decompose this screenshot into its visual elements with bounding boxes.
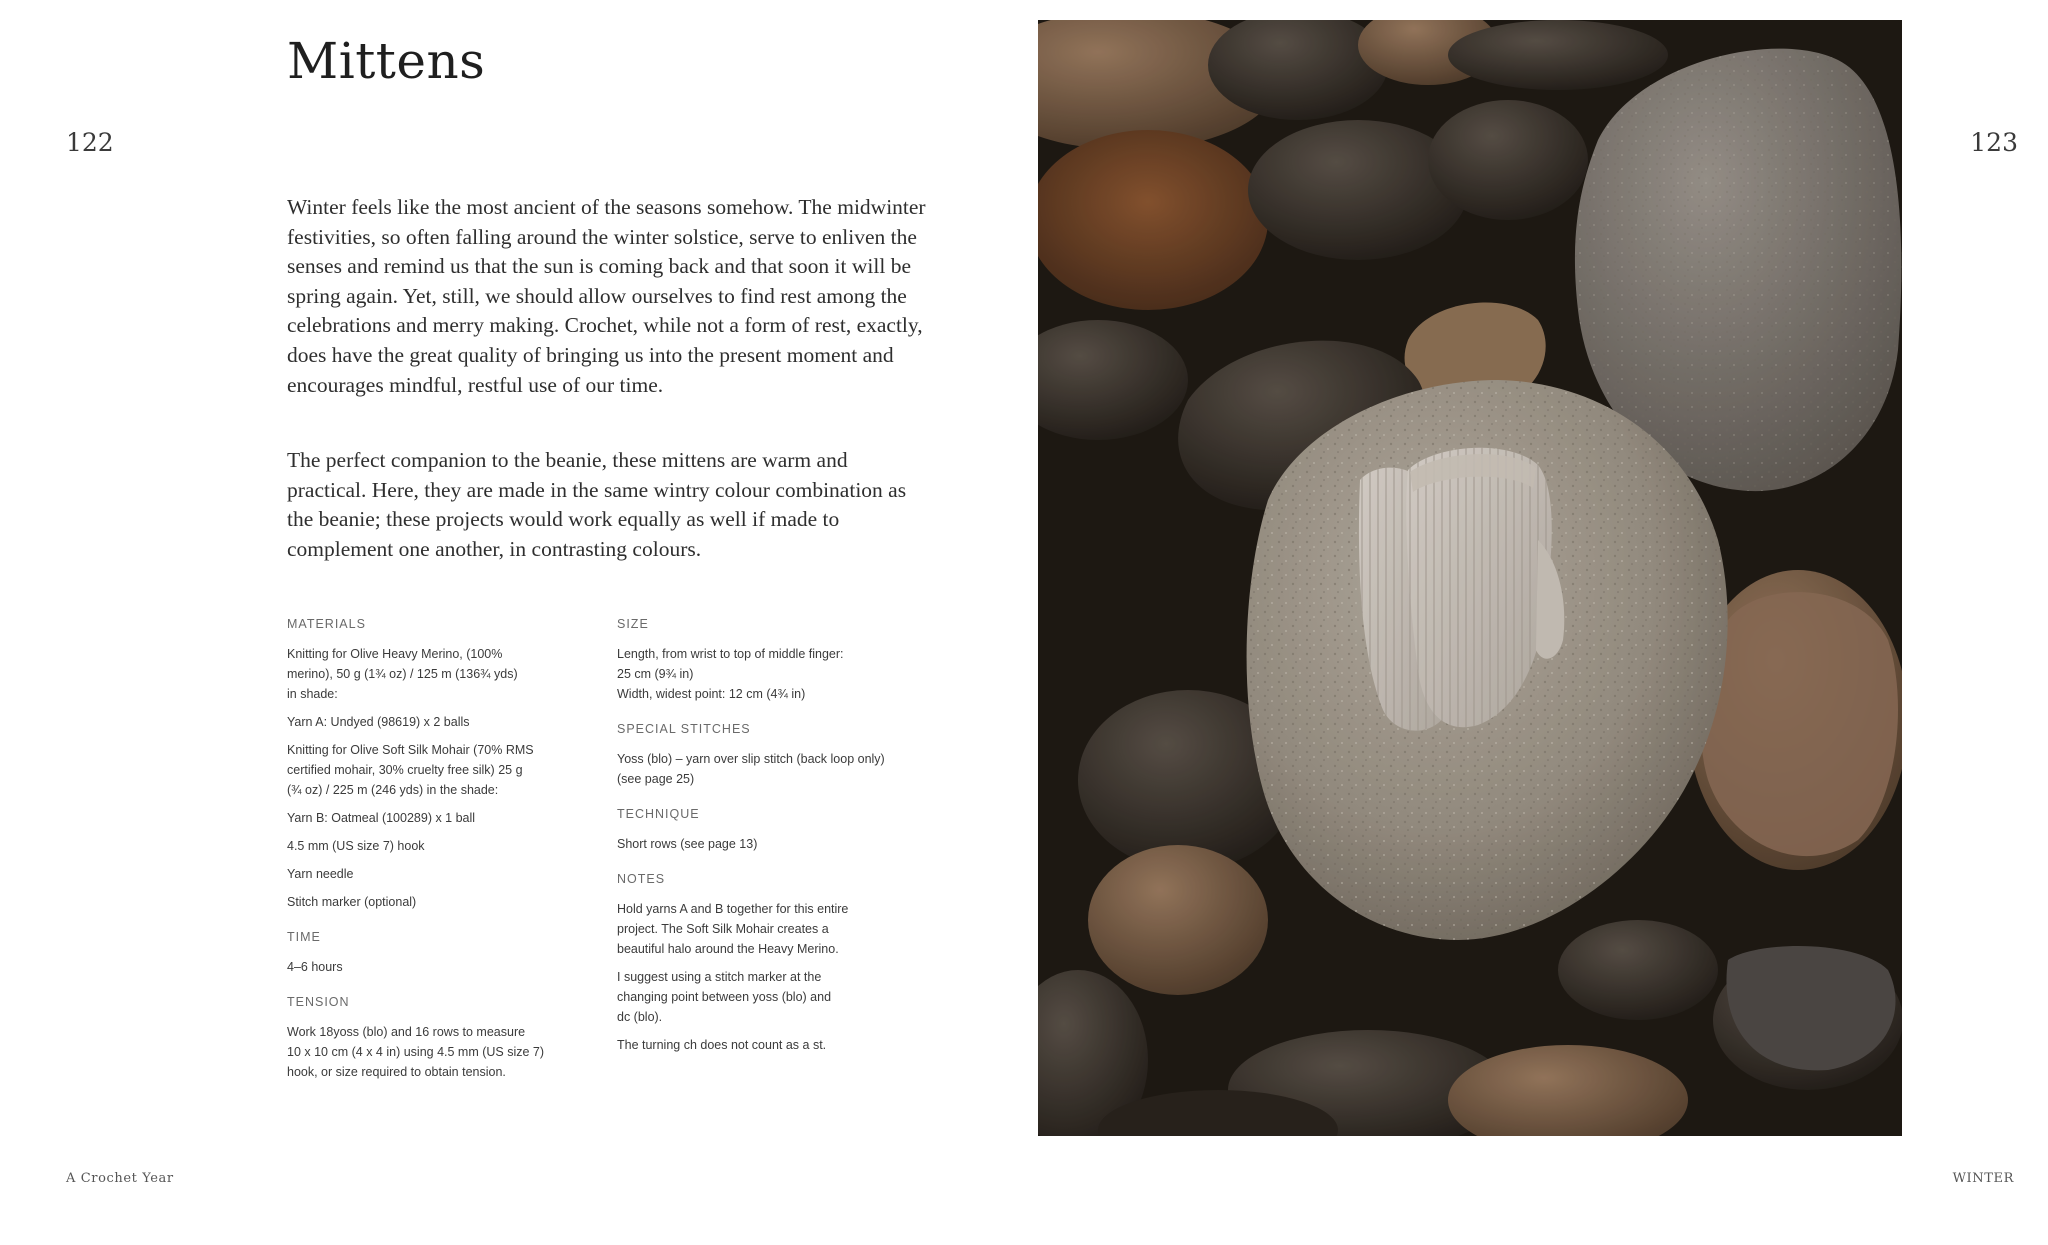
size-line: Length, from wrist to top of middle finger: 25 cm (9¾ in) Width, widest point: 12 cm (4¾ in) — [617, 647, 844, 701]
page-number-left: 122 — [66, 128, 114, 157]
mittens-on-rocks-photo — [1038, 20, 1902, 1136]
notes-line: The turning ch does not count as a st. — [617, 1038, 827, 1052]
page-title: Mittens — [287, 32, 486, 90]
tension-line: Work 18yoss (blo) and 16 rows to measure 10 x 10 cm (4 x 4 in) using 4.5 mm (US size 7) hook, or size required to obtain tension. — [287, 1025, 545, 1079]
section-heading: SIZE — [617, 617, 649, 631]
intro-paragraph: The perfect companion to the beanie, these mittens are warm and practical. Here, they are made in the same wintry colour combination as the beanie; these projects would work equally as well if made to complement one another, in contrasting colours. — [287, 448, 907, 561]
time-section — [287, 930, 607, 977]
section-heading: MATERIALS — [287, 617, 366, 631]
size-section — [617, 617, 937, 704]
time-line: 4–6 hours — [287, 960, 343, 974]
section-heading: TENSION — [287, 995, 350, 1009]
materials-line: 4.5 mm (US size 7) hook — [287, 839, 425, 853]
intro-paragraph: Winter feels like the most ancient of the seasons somehow. The midwinter festivities, so often falling around the winter solstice, serve to enliven the senses and remind us that the sun is coming back and that soon it will be spring again. Yet, still, we should allow ourselves to find rest among the celebrations and merry making. Crochet, while not a form of rest, exactly, does have the great quality of bringing us into the present moment and encourages mindful, restful use of our time. — [287, 195, 926, 397]
technique-section — [617, 807, 937, 854]
footer-book-title: A Crochet Year — [66, 1171, 174, 1186]
pattern-details-right-column — [617, 617, 937, 1073]
materials-line: Knitting for Olive Heavy Merino, (100% merino), 50 g (1¾ oz) / 125 m (136¾ yds) in shade: — [287, 647, 518, 701]
materials-line: Yarn B: Oatmeal (100289) x 1 ball — [287, 811, 476, 825]
footer-section-name: WINTER — [1952, 1171, 2014, 1186]
section-heading: SPECIAL STITCHES — [617, 722, 751, 736]
section-heading: TIME — [287, 930, 321, 944]
notes-line: I suggest using a stitch marker at the changing point between yoss (blo) and dc (blo). — [617, 970, 832, 1024]
special-stitches-section — [617, 722, 937, 789]
tension-section — [287, 995, 607, 1082]
special-stitches-line: Yoss (blo) – yarn over slip stitch (back loop only) (see page 25) — [617, 752, 885, 786]
technique-line: Short rows (see page 13) — [617, 837, 758, 851]
materials-line: Yarn needle — [287, 867, 354, 881]
materials-line: Stitch marker (optional) — [287, 895, 417, 909]
materials-line: Knitting for Olive Soft Silk Mohair (70% RMS certified mohair, 30% cruelty free silk) 25 g (¾ oz) / 225 m (246 yds) in the shade: — [287, 743, 534, 797]
materials-section — [287, 617, 607, 912]
section-heading: TECHNIQUE — [617, 807, 700, 821]
section-heading: NOTES — [617, 872, 666, 886]
page-number-right: 123 — [1970, 128, 2018, 157]
notes-line: Hold yarns A and B together for this entire project. The Soft Silk Mohair creates a beautiful halo around the Heavy Merino. — [617, 902, 849, 956]
notes-section — [617, 872, 937, 1055]
materials-line: Yarn A: Undyed (98619) x 2 balls — [287, 715, 470, 729]
pattern-details-left-column — [287, 617, 607, 1100]
